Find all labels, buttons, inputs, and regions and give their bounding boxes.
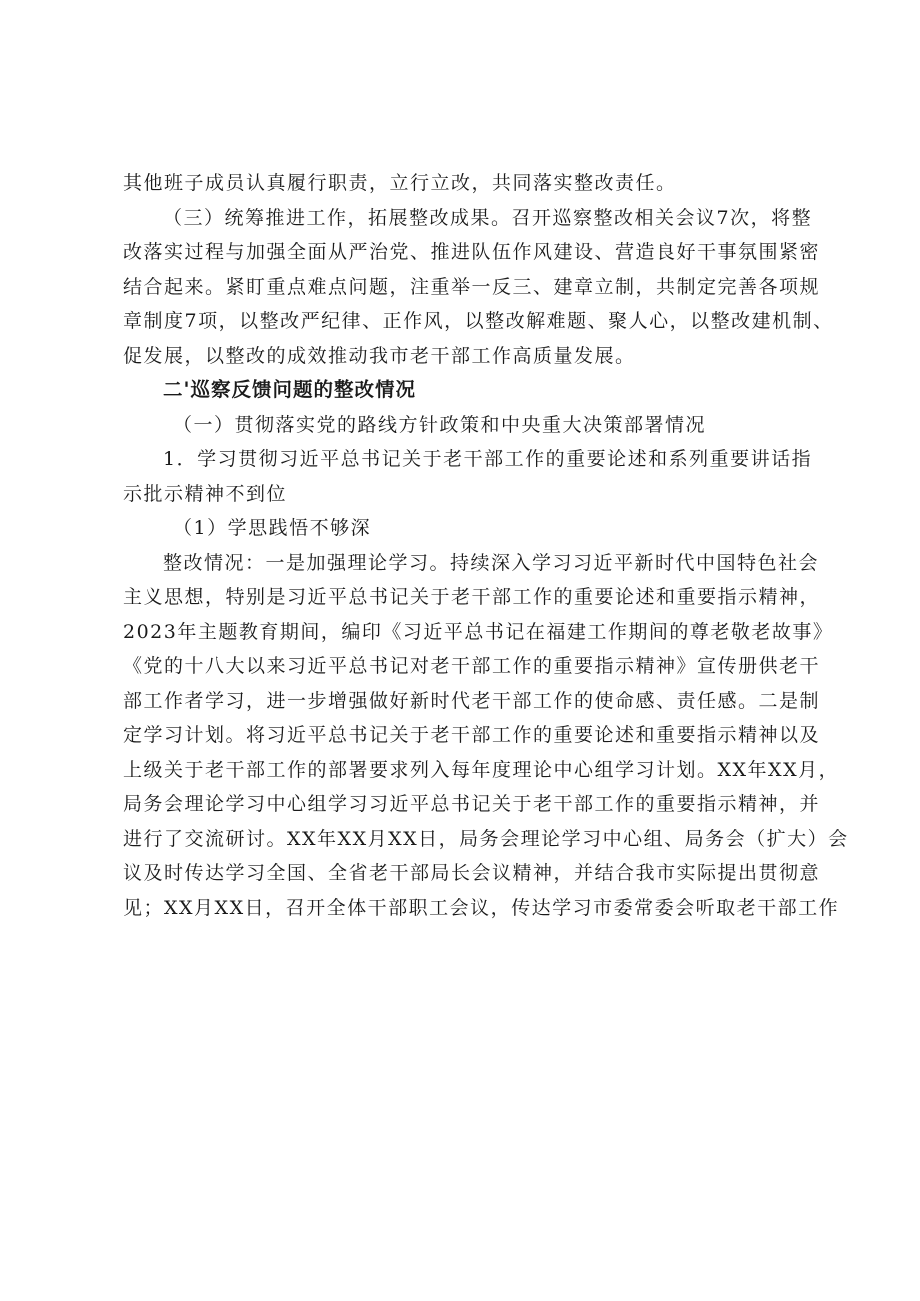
paragraph-line: 其他班子成员认真履行职责，立行立改，共同落实整改责任。 [123,172,677,194]
paragraph-line: 结合起来。紧盯重点难点问题，注重举一反三、建章立制，共制定完善各项规 [123,275,821,298]
document-body [123,166,849,925]
paragraph-line: 《党的十八大以来习近平总书记对老干部工作的重要指示精神》宣传册供老干 [123,655,821,677]
paragraph-line: 章制度7项，以整改严纪律、正作风，以整改解难题、聚人心，以整改建机制、 [123,310,834,332]
paragraph-line: 议及时传达学习全国、全省老干部局长会议精神，并结合我市实际提出贯彻意 [123,862,821,884]
paragraph-line: 上级关于老干部工作的部署要求列入每年度理论中心组学习计划。XX年XX月， [123,758,840,781]
sub-item-heading: （1）学思践悟不够深 [173,517,372,539]
paragraph-line: 改落实过程与加强全面从严治党、推进队伍作风建设、营造良好干事氛围紧密 [123,241,821,263]
paragraph-line: 促发展，以整改的成效推动我市老干部工作高质量发展。 [123,344,636,367]
paragraph-line: 见；XX月XX日，召开全体干部职工会议，传达学习市委常委会听取老干部工作 [123,896,840,919]
item-heading: 1．学习贯彻习近平总书记关于老干部工作的重要论述和系列重要讲话指 [163,448,813,470]
paragraph-line: （三）统筹推进工作，拓展整改成果。召开巡察整改相关会议7次，将整 [163,206,813,229]
item-heading-continued: 示批示精神不到位 [123,482,288,505]
paragraph-line: 进行了交流研讨。XX年XX月XX日，局务会理论学习中心组、局务会（扩大）会 [123,827,849,850]
paragraph-line: 2023年主题教育期间，编印《习近平总书记在福建工作期间的尊老敬老故事》 [123,620,834,643]
section-heading: 二'巡察反馈问题的整改情况 [163,378,416,401]
paragraph-line: 局务会理论学习中心组学习习近平总书记关于老干部工作的重要指示精神，并 [123,793,821,815]
subsection-heading: （一）贯彻落实党的路线方针政策和中央重大决策部署情况 [173,413,707,436]
paragraph-line: 定学习计划。将习近平总书记关于老干部工作的重要论述和重要指示精神以及 [123,724,821,746]
paragraph-line: 主义思想，特别是习近平总书记关于老干部工作的重要论述和重要指示精神， [123,586,821,608]
paragraph-line: 部工作者学习，进一步增强做好新时代老干部工作的使命感、责任感。二是制 [123,689,821,712]
paragraph-line: 整改情况：一是加强理论学习。持续深入学习习近平新时代中国特色社会 [163,551,820,574]
